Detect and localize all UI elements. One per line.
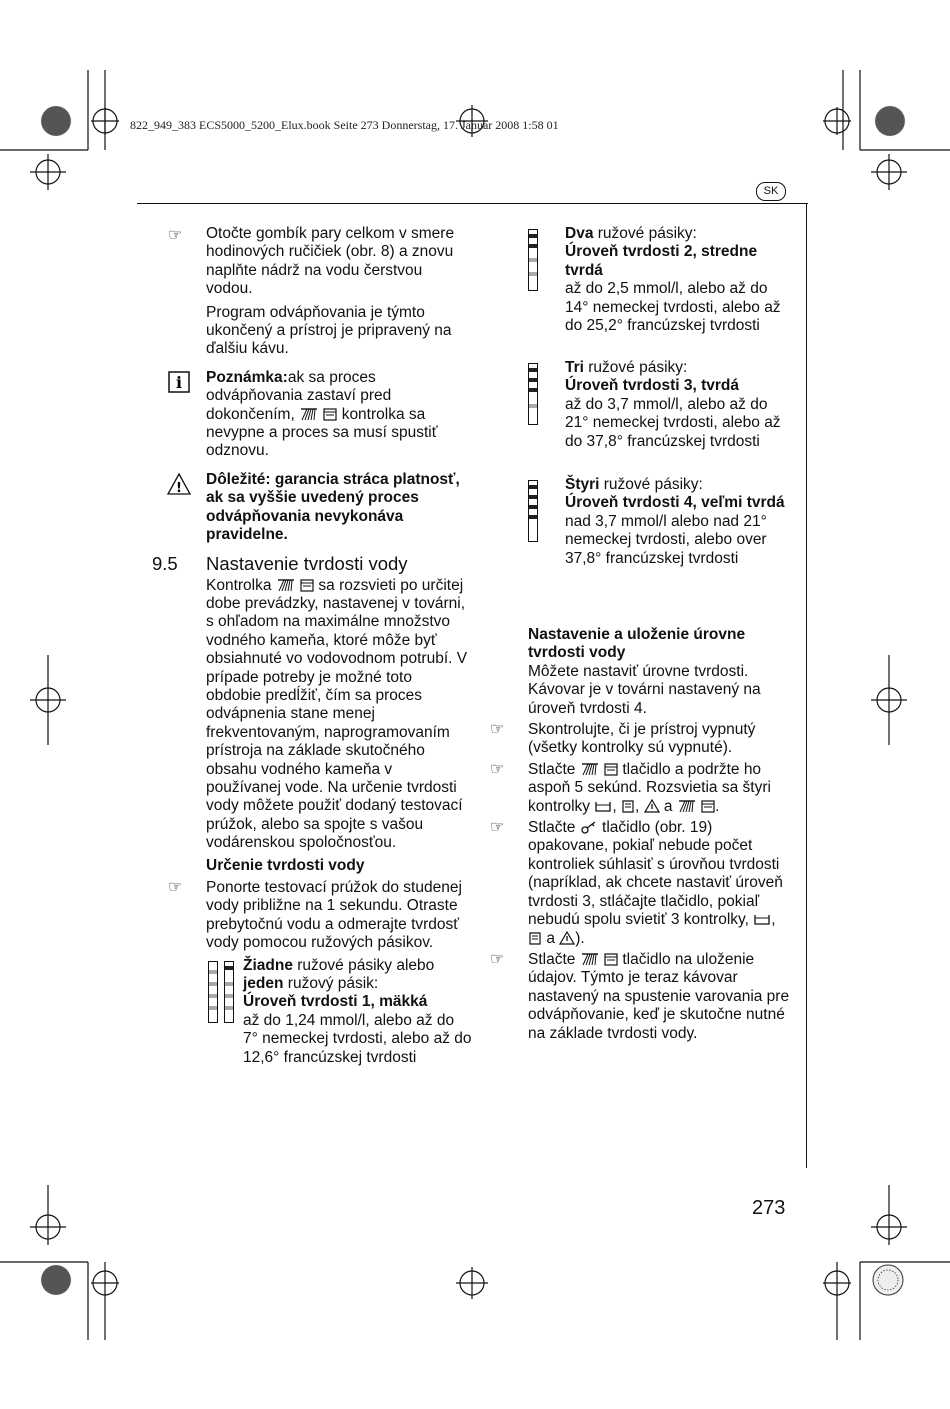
note-block <box>150 369 470 461</box>
water-tank-icon <box>604 762 618 776</box>
step-check-off: ☞ Skontrolujte, či je prístroj vypnutý (všetky kontrolky sú vypnuté). <box>490 721 756 757</box>
top-rule <box>137 203 808 204</box>
test-strip-icon <box>528 480 538 542</box>
setting-heading: Nastavenie a uloženie úrovne tvrdosti vody <box>528 626 746 662</box>
level-1-text: Žiadne ružové pásiky alebo jeden ružový pásik: Úroveň tvrdosti 1, mäkká až do 1,24 mmol/l, alebo až do 7° nemeckej tvrdosti, alebo až do 12,6° francúzskej tvrdosti <box>243 956 472 1066</box>
right-rule <box>806 203 807 1168</box>
step-save: ☞ Stlačte tlačidlo na uloženie údajov. Týmto je teraz kávovar nastavený na spustenie varovania pre odvápňovanie, keď je skutočne nutné na základe tvrdosti vody. <box>490 950 790 1042</box>
hardness-level-2 <box>528 225 790 355</box>
level-3-text: Tri ružové pásiky: Úroveň tvrdosti 3, tvrdá až do 3,7 mmol/l, alebo až do 21° nemeckej tvrdosti, alebo až do 37,8° francúzskej tvrdosti <box>565 359 781 450</box>
book-file-header: 822_949_383 ECS5000_5200_Elux.book Seite 273 Donnerstag, 17. Januar 2008 1:58 01 <box>130 118 559 132</box>
test-strip-icon <box>528 229 538 291</box>
test-strip-icon <box>224 961 234 1023</box>
pointing-hand-icon: ☞ <box>490 819 505 837</box>
pointing-hand-icon: ☞ <box>490 950 505 968</box>
descale-icon <box>299 407 319 421</box>
warning-triangle-icon <box>644 799 660 813</box>
svg-text:!: ! <box>176 480 182 496</box>
sub-heading: Určenie tvrdosti vody <box>206 856 365 874</box>
water-tank-icon <box>323 407 337 421</box>
hardness-level-3 <box>528 359 790 472</box>
steam-tank-icon <box>528 931 542 945</box>
level-1-values: až do 1,24 mmol/l, alebo až do 7° nemeckej tvrdosti, alebo až do 12,6° francúzskej tvrdosti <box>243 1011 472 1066</box>
step-select-level: ☞ Stlačte tlačidlo (obr. 19) opakovane, pokiaľ nebude počet kontroliek súhlasiť s úrovňou tvrdosti (napríklad, ak chcete nastaviť úroveň tvrdosti 3, stláčajte tlačidlo, pokiaľ nebudú spolu svietiť 3 kontrolky, , a ). <box>490 819 783 947</box>
hardness-level-4 <box>528 476 790 616</box>
note-label: Poznámka: <box>206 368 288 386</box>
water-tank-icon <box>300 578 314 592</box>
right-column <box>490 225 790 1043</box>
section-heading <box>150 553 470 575</box>
section-title: Nastavenie tvrdosti vody <box>206 552 408 574</box>
setting-intro: Môžete nastaviť úrovne tvrdosti. Kávovar je v továrni nastavený na úroveň tvrdosti 4. <box>528 662 761 717</box>
svg-text:i: i <box>175 372 183 392</box>
hardness-level-1 <box>150 957 470 1087</box>
step-refill-result: Program odvápňovania je týmto ukončený a prístroj je pripravený na ďalšiu kávu. <box>206 303 452 358</box>
step-test-strip-text: Ponorte testovací prúžok do studenej vody približne na 1 sekundu. Otraste prebytočnú vodu a odmerajte tvrdosť vody pomocou ružových pásikov. <box>206 879 462 952</box>
step-hold-button: ☞ Stlačte tlačidlo a podržte ho aspoň 5 sekúnd. Rozsvietia sa štyri kontrolky , , a . <box>490 760 771 815</box>
water-tank-icon <box>604 952 618 966</box>
water-tank-icon <box>701 799 715 813</box>
note-text: Poznámka:ak sa proces odvápňovania zastaví pred dokončením, kontrolka sa nevypne a proces sa musí spustiť odznovu. <box>206 368 438 460</box>
pointing-hand-icon: ☞ <box>168 227 183 244</box>
pointing-hand-icon: ☞ <box>490 760 505 778</box>
descale-icon <box>276 578 296 592</box>
step-refill-text: Otočte gombík pary celkom v smere hodinových ručičiek (obr. 8) a znovu naplňte nádrž na vodu čerstvou vodou. <box>206 225 455 298</box>
pointing-hand-icon: ☞ <box>490 721 505 739</box>
left-column <box>150 225 470 1087</box>
level-4-text: Štyri ružové pásiky: Úroveň tvrdosti 4, veľmi tvrdá nad 3,7 mmol/l alebo nad 21° nemeckej tvrdosti, alebo over 37,8° francúzskej tvrdosti <box>565 476 785 567</box>
steam-tank-icon <box>621 799 635 813</box>
pointing-hand-icon: ☞ <box>168 879 183 896</box>
warning-triangle-icon <box>166 472 192 496</box>
page-number: 273 <box>752 1197 786 1219</box>
descale-icon <box>580 762 600 776</box>
descale-icon <box>580 952 600 966</box>
step-test-strip <box>150 879 470 953</box>
test-strip-icon <box>528 363 538 425</box>
cup-icon <box>753 912 771 926</box>
key-icon <box>580 820 598 834</box>
test-strip-icon <box>208 961 218 1023</box>
warning-text: Dôležité: garancia stráca platnosť, ak sa vyššie uvedený proces odvápňovania nevykonáva pravidelne. <box>206 470 460 544</box>
cup-icon <box>594 799 612 813</box>
info-icon <box>168 371 190 393</box>
section-number: 9.5 <box>152 552 178 574</box>
descale-icon <box>677 799 697 813</box>
step-refill <box>206 225 470 359</box>
warning-block <box>150 471 470 545</box>
level-1-title: Úroveň tvrdosti 1, mäkká <box>243 993 428 1011</box>
level-2-text: Dva ružové pásiky: Úroveň tvrdosti 2, stredne tvrdá až do 2,5 mmol/l, alebo až do 14° nemeckej tvrdosti, alebo až do 25,2° francúzskej tvrdosti <box>565 225 781 335</box>
language-badge: SK <box>756 182 786 201</box>
warning-triangle-icon <box>559 931 575 945</box>
section-body: Kontrolka sa rozsvieti po určitej dobe prevádzky, nastavenej v továrni, s ohľadom na maximálne množstvo vodného kameňa, ktoré môže byť obsiahnuté vo vodovodnom potrubí. V prípade potreby je možné toto obdobie predĺžiť, čím sa proces odvápnenia stane menej frekventovaným, naprogramovaním prístroja na základe skutočného obsahu vodného kameňa v používanej vode. Na určenie tvrdosti vody môžete použiť dodaný testovací prúžok, alebo sa spojte s vašou vodárenskou spoločnosťou. <box>206 576 468 852</box>
